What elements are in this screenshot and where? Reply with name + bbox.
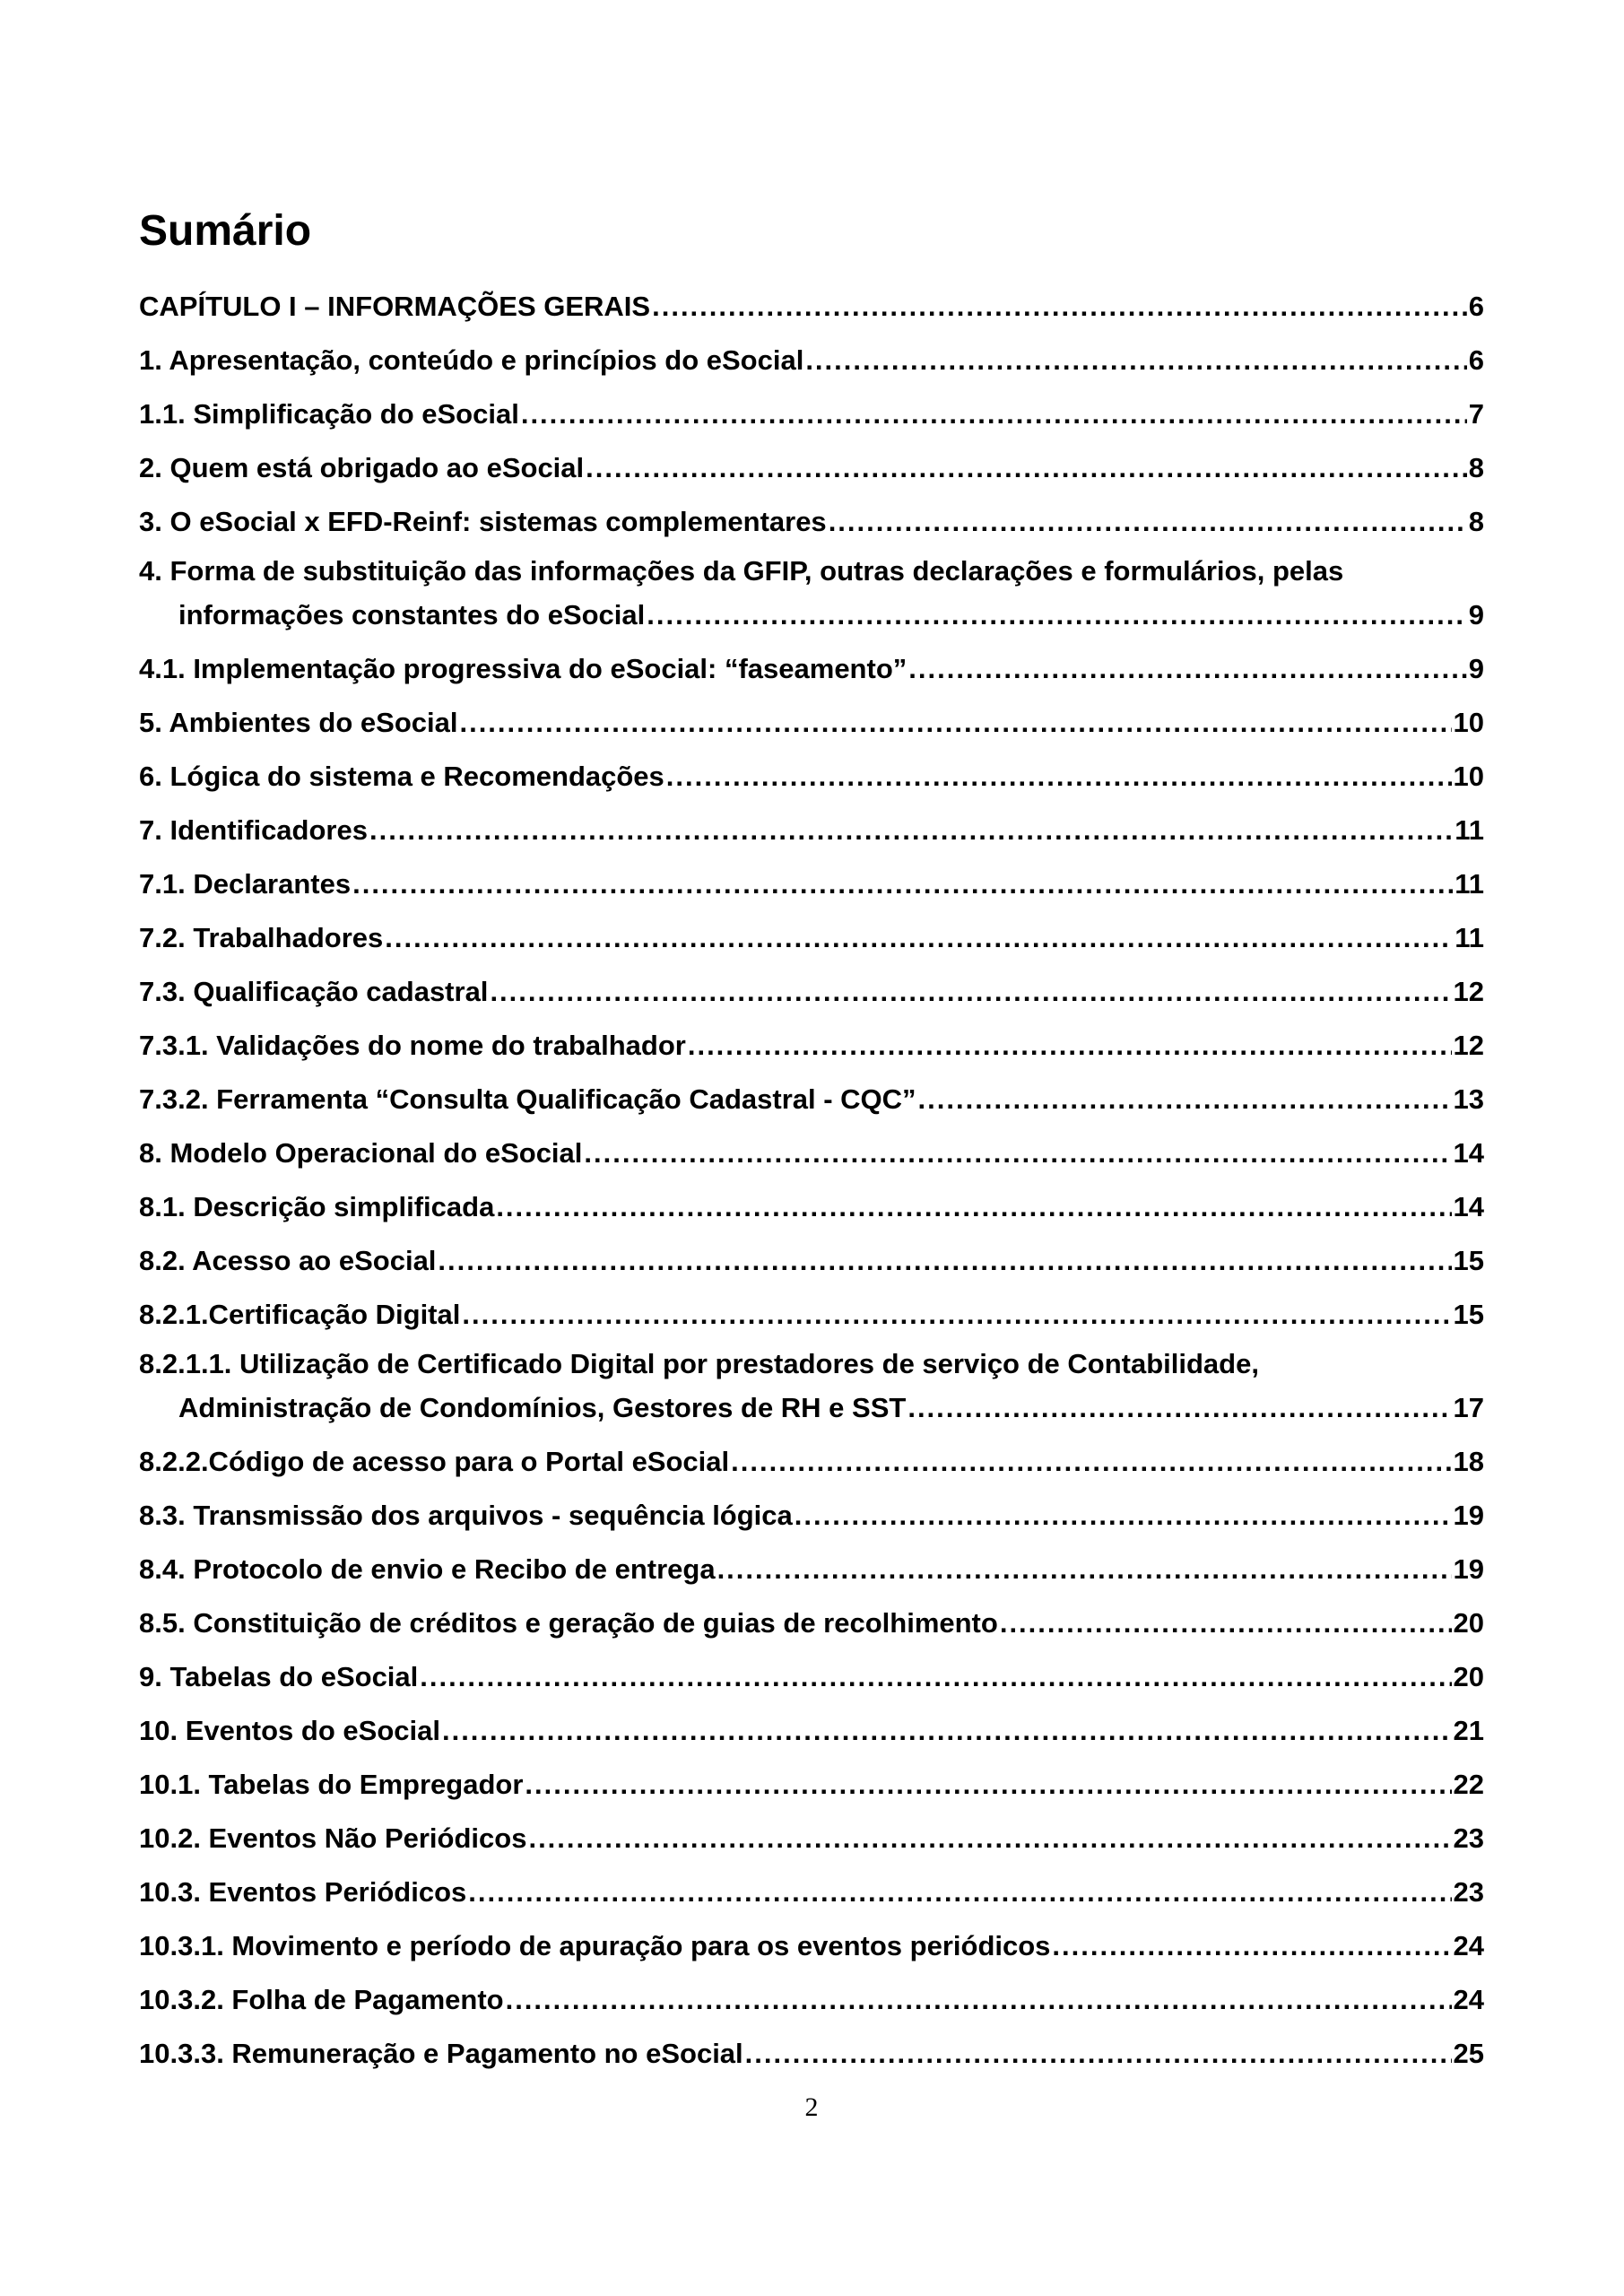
dot-leader — [908, 642, 1466, 696]
toc-entry-row — [139, 696, 1484, 750]
dot-leader — [805, 334, 1466, 387]
toc-entry-row — [139, 1704, 1484, 1758]
toc-entry[interactable] — [139, 1180, 1484, 1234]
toc-entry-page: 6 — [1468, 344, 1484, 376]
toc-entry[interactable] — [139, 1073, 1484, 1126]
toc-entry[interactable] — [139, 1866, 1484, 1919]
toc-entry-row — [139, 911, 1484, 965]
toc-entry-row — [139, 387, 1484, 441]
toc-entry[interactable] — [139, 642, 1484, 696]
dot-leader — [525, 1758, 1451, 1812]
toc-entry-row — [139, 1126, 1484, 1180]
toc-entry-row — [139, 1596, 1484, 1650]
toc-entry-page: 11 — [1455, 922, 1484, 953]
toc-entry-label: 6. Lógica do sistema e Recomendações — [139, 761, 664, 792]
toc-entry-row — [139, 1866, 1484, 1919]
toc-entry-label: 7.1. Declarantes — [139, 868, 352, 900]
toc-entry-row — [139, 1812, 1484, 1866]
toc-entry-page: 21 — [1453, 1715, 1484, 1746]
toc-entry-label: Administração de Condomínios, Gestores de RH e SST — [178, 1392, 907, 1423]
dot-leader — [506, 1973, 1452, 2027]
toc-entry-page: 11 — [1455, 868, 1484, 900]
toc-entry-row — [139, 1758, 1484, 1812]
toc-entry-row — [139, 334, 1484, 387]
dot-leader — [462, 1288, 1451, 1342]
toc-entry[interactable] — [139, 1758, 1484, 1812]
toc-entry-row — [139, 588, 1484, 642]
toc-entry[interactable] — [139, 441, 1484, 495]
dot-leader — [666, 750, 1452, 804]
toc-entry-row — [139, 1288, 1484, 1342]
toc-entry-row — [139, 750, 1484, 804]
toc-entry-row — [139, 1180, 1484, 1234]
toc-entry-row — [139, 1973, 1484, 2027]
toc-entry[interactable] — [139, 911, 1484, 965]
toc-entry-page: 10 — [1453, 707, 1484, 738]
toc-entry-page: 14 — [1453, 1137, 1484, 1169]
toc-entry-page: 18 — [1453, 1446, 1484, 1477]
toc-entry-label: informações constantes do eSocial — [178, 599, 646, 631]
toc-entry-page: 23 — [1453, 1876, 1484, 1908]
toc-entry-row — [139, 2027, 1484, 2081]
toc-entry[interactable] — [139, 965, 1484, 1019]
toc-entry[interactable] — [139, 1812, 1484, 1866]
toc-entry-label: 9. Tabelas do eSocial — [139, 1661, 419, 1692]
dot-leader — [420, 1650, 1451, 1704]
toc-entry-page: 15 — [1453, 1245, 1484, 1276]
toc-entry-label: 3. O eSocial x EFD-Reinf: sistemas complementares — [139, 506, 827, 537]
toc-entry-label: 2. Quem está obrigado ao eSocial — [139, 452, 585, 483]
toc-entry-row — [139, 1381, 1484, 1435]
toc-entry[interactable] — [139, 334, 1484, 387]
toc-entry-label: 1.1. Simplificação do eSocial — [139, 398, 519, 430]
dot-leader — [496, 1180, 1451, 1234]
dot-leader — [829, 495, 1467, 549]
toc-entry-label: 10.1. Tabelas do Empregador — [139, 1769, 524, 1800]
toc-entry[interactable] — [139, 857, 1484, 911]
toc-entry-page: 13 — [1453, 1083, 1484, 1115]
toc-entry-page: 9 — [1468, 599, 1484, 631]
toc-entry-row — [139, 1650, 1484, 1704]
toc-entry-label: 8.4. Protocolo de envio e Recibo de entrega — [139, 1553, 716, 1585]
toc-entry-page: 9 — [1468, 653, 1484, 684]
toc-entry[interactable] — [139, 1234, 1484, 1288]
toc-entry-page: 24 — [1453, 1930, 1484, 1961]
dot-leader — [438, 1234, 1451, 1288]
toc-entry-page: 12 — [1453, 1030, 1484, 1061]
toc-entry-page: 20 — [1453, 1607, 1484, 1639]
dot-leader — [442, 1704, 1452, 1758]
dot-leader — [745, 2027, 1452, 2081]
toc-entry[interactable] — [139, 804, 1484, 857]
toc-entry-label: 8.5. Constituição de créditos e geração de guias de recolhimento — [139, 1607, 998, 1639]
toc-entry-title-line: 4. Forma de substituição das informações da GFIP, outras declarações e formulários, pelas — [139, 555, 1344, 587]
toc-entry[interactable] — [139, 280, 1484, 334]
dot-leader — [468, 1866, 1451, 1919]
dot-leader — [521, 387, 1467, 441]
dot-leader — [652, 280, 1467, 334]
toc-entry-label: 7.3.2. Ferramenta “Consulta Qualificação Cadastral - CQC” — [139, 1083, 916, 1115]
toc-entry-label: 10. Eventos do eSocial — [139, 1715, 440, 1746]
dot-leader — [352, 857, 1453, 911]
toc-entry-page: 23 — [1453, 1822, 1484, 1854]
toc-entry-page: 15 — [1453, 1299, 1484, 1330]
toc-entry-row — [139, 495, 1484, 549]
toc-entry-label: 8.2.2.Código de acesso para o Portal eSocial — [139, 1446, 730, 1477]
toc-entry-label: CAPÍTULO I – INFORMAÇÕES GERAIS — [139, 291, 651, 322]
dot-leader — [490, 965, 1451, 1019]
dot-leader — [795, 1489, 1452, 1543]
toc-entry[interactable] — [139, 1596, 1484, 1650]
toc-entry-label: 7.3.1. Validações do nome do trabalhador — [139, 1030, 686, 1061]
toc-entry-row — [139, 1919, 1484, 1973]
toc-entry-page: 6 — [1468, 291, 1484, 322]
table-of-contents — [139, 280, 1484, 2081]
dot-leader — [731, 1435, 1451, 1489]
toc-entry-label: 5. Ambientes do eSocial — [139, 707, 458, 738]
toc-entry-label: 1. Apresentação, conteúdo e princípios do eSocial — [139, 344, 804, 376]
toc-entry-label: 7.3. Qualificação cadastral — [139, 976, 489, 1007]
dot-leader — [369, 804, 1453, 857]
page-number: 2 — [804, 2092, 819, 2122]
toc-entry-row — [139, 1489, 1484, 1543]
toc-entry-label: 8.1. Descrição simplificada — [139, 1191, 495, 1222]
dot-leader — [918, 1073, 1452, 1126]
toc-entry-row — [139, 1234, 1484, 1288]
toc-entry-page: 19 — [1453, 1553, 1484, 1585]
dot-leader — [586, 441, 1467, 495]
toc-entry[interactable] — [139, 1650, 1484, 1704]
toc-entry[interactable] — [139, 1973, 1484, 2027]
toc-entry-row — [139, 1543, 1484, 1596]
toc-entry[interactable] — [139, 1704, 1484, 1758]
dot-leader — [385, 911, 1453, 965]
toc-entry-page: 10 — [1453, 761, 1484, 792]
toc-entry-row — [139, 965, 1484, 1019]
toc-entry-label: 8.2.1.Certificação Digital — [139, 1299, 461, 1330]
toc-entry-label: 8. Modelo Operacional do eSocial — [139, 1137, 583, 1169]
toc-entry-label: 10.3. Eventos Periódicos — [139, 1876, 467, 1908]
toc-entry-page: 14 — [1453, 1191, 1484, 1222]
toc-entry[interactable] — [139, 1919, 1484, 1973]
toc-entry-page: 11 — [1455, 814, 1484, 846]
toc-entry-label: 10.3.2. Folha de Pagamento — [139, 1984, 504, 2015]
dot-leader — [1000, 1596, 1452, 1650]
toc-entry[interactable] — [139, 387, 1484, 441]
toc-entry-label: 7.2. Trabalhadores — [139, 922, 384, 953]
toc-entry[interactable] — [139, 1435, 1484, 1489]
toc-entry-row — [139, 642, 1484, 696]
dot-leader — [459, 696, 1451, 750]
toc-entry-row — [139, 441, 1484, 495]
toc-entry[interactable] — [139, 1342, 1484, 1435]
toc-entry-page: 8 — [1468, 452, 1484, 483]
toc-entry-page: 20 — [1453, 1661, 1484, 1692]
toc-entry[interactable] — [139, 750, 1484, 804]
toc-entry-page: 25 — [1453, 2038, 1484, 2069]
toc-entry-row — [139, 1019, 1484, 1073]
toc-entry-row — [139, 1435, 1484, 1489]
toc-entry-label: 4.1. Implementação progressiva do eSocial: “faseamento” — [139, 653, 908, 684]
toc-entry-page: 17 — [1453, 1392, 1484, 1423]
document-page — [139, 0, 1484, 2296]
toc-entry-label: 8.2. Acesso ao eSocial — [139, 1245, 437, 1276]
toc-entry-label: 8.3. Transmissão dos arquivos - sequência lógica — [139, 1500, 793, 1531]
toc-entry[interactable] — [139, 1489, 1484, 1543]
toc-entry-page: 24 — [1453, 1984, 1484, 2015]
toc-entry-row — [139, 1073, 1484, 1126]
dot-leader — [647, 588, 1466, 642]
toc-entry-label: 7. Identificadores — [139, 814, 368, 846]
toc-entry-row — [139, 857, 1484, 911]
toc-entry[interactable] — [139, 1543, 1484, 1596]
dot-leader — [717, 1543, 1452, 1596]
dot-leader — [584, 1126, 1451, 1180]
toc-entry-page: 22 — [1453, 1769, 1484, 1800]
dot-leader — [688, 1019, 1452, 1073]
page-title: Sumário — [139, 207, 312, 255]
dot-leader — [1052, 1919, 1451, 1973]
toc-entry-page: 12 — [1453, 976, 1484, 1007]
toc-entry-title-line: 8.2.1.1. Utilização de Certificado Digital por prestadores de serviço de Contabilidade, — [139, 1348, 1259, 1379]
dot-leader — [528, 1812, 1451, 1866]
toc-entry[interactable] — [139, 1019, 1484, 1073]
toc-entry-page: 19 — [1453, 1500, 1484, 1531]
toc-entry-label: 10.3.3. Remuneração e Pagamento no eSocial — [139, 2038, 743, 2069]
toc-entry[interactable] — [139, 549, 1484, 642]
toc-entry-label: 10.2. Eventos Não Periódicos — [139, 1822, 527, 1854]
toc-entry-page: 7 — [1468, 398, 1484, 430]
toc-entry[interactable] — [139, 1288, 1484, 1342]
toc-entry[interactable] — [139, 696, 1484, 750]
toc-entry-label: 10.3.1. Movimento e período de apuração para os eventos periódicos — [139, 1930, 1051, 1961]
toc-entry[interactable] — [139, 495, 1484, 549]
toc-entry-row — [139, 280, 1484, 334]
toc-entry[interactable] — [139, 1126, 1484, 1180]
toc-entry[interactable] — [139, 2027, 1484, 2081]
toc-entry-page: 8 — [1468, 506, 1484, 537]
dot-leader — [908, 1381, 1451, 1435]
toc-entry-row — [139, 804, 1484, 857]
